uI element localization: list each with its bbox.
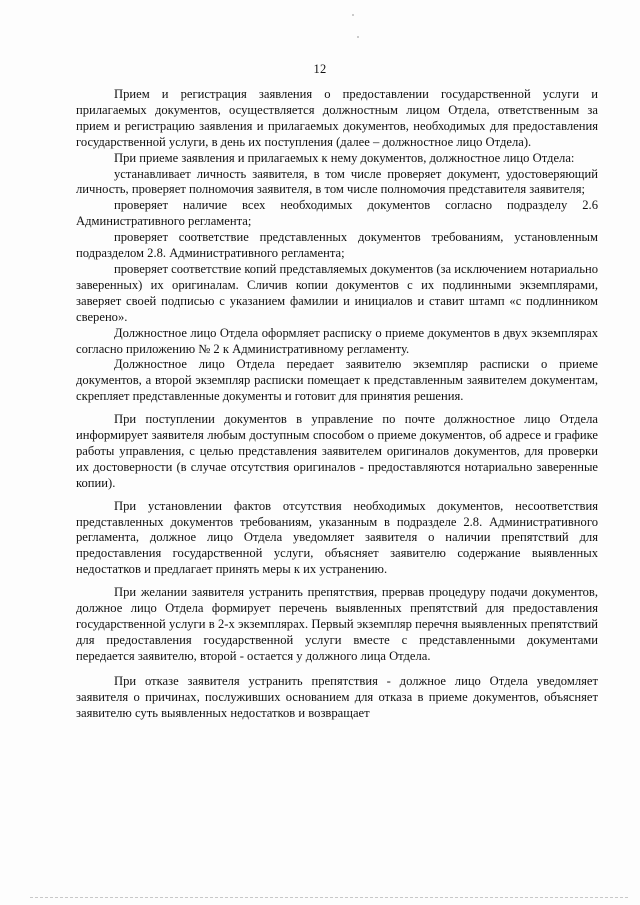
paragraph: проверяет соответствие копий представляемых документов (за исключением нотариально заверенных) их оригиналам. Сличив копии документов с их подлинными экземплярами, заверяет своей подписью с указанием фамилии и инициалов и ставит штамп «с подлинником сверено». bbox=[76, 261, 598, 324]
paragraph: При приеме заявления и прилагаемых к нему документов, должностное лицо Отдела: bbox=[114, 150, 575, 165]
scan-speck bbox=[352, 14, 354, 16]
paragraph: При желании заявителя устранить препятствия, прервав процедуру подачи документов, должное лицо Отдела формирует перечень выявленных препятствий для предоставления государственной услуги в 2-х экземплярах. Первый экземпляр перечня выявленных препятствий для предоставления государственной услуги вместе с представленными документами передается заявителю, второй - остается у должного лица Отдела. bbox=[76, 585, 598, 663]
scan-edge-line bbox=[30, 896, 628, 898]
document-body bbox=[76, 87, 598, 721]
scan-speck bbox=[357, 36, 359, 38]
paragraph: Должностное лицо Отдела передает заявителю экземпляр расписки о приеме документов, а второй экземпляр расписки помещает к представленным заявителем документам, скрепляет представленные документы и готовит для принятия решения. bbox=[76, 357, 598, 404]
paragraph: При установлении фактов отсутствия необходимых документов, несоответствия представленных документов требованиям, указанным в подразделе 2.8. Административного регламента, должное лицо Отдела уведомляет заявителя о наличии препятствий для предоставления государственной услуги, объясняет заявителю содержание выявленных недостатков и предлагает принять меры к их устранению. bbox=[76, 498, 598, 577]
paragraph: При отказе заявителя устранить препятствия - должное лицо Отдела уведомляет заявителя о причинах, послуживших основанием для отказа в приеме документов, объясняет заявителю суть выявленных недостатков и возвращает bbox=[76, 673, 598, 720]
paragraph: Прием и регистрация заявления о предоставлении государственной услуги и прилагаемых документов, осуществляется должностным лицом Отдела, ответственным за прием и регистрацию заявления и прилагаемых документов, необходимых для предоставления государственной услуги, в день их поступления (далее – должностное лицо Отдела). bbox=[76, 87, 598, 149]
paragraph: проверяет наличие всех необходимых документов согласно подразделу 2.6 Административного регламента; bbox=[76, 198, 598, 229]
page-number: 12 bbox=[313, 62, 327, 76]
paragraph: При поступлении документов в управление по почте должностное лицо Отдела информирует заявителя любым доступным способом о приеме документов, об адресе и графике работы управления, с целью представления заявителем оригиналов документов, для проверки их достоверности (в случае отсутствия оригиналов - предоставляются нотариально заверенные копии). bbox=[76, 412, 598, 490]
paragraph: Должностное лицо Отдела оформляет расписку о приеме документов в двух экземплярах согласно приложению № 2 к Административному регламенту. bbox=[76, 325, 598, 356]
paragraph: устанавливает личность заявителя, в том числе проверяет документ, удостоверяющий личность, проверяет полномочия заявителя, в том числе полномочия представителя заявителя; bbox=[76, 166, 598, 197]
paragraph: проверяет соответствие представленных документов требованиям, установленным подразделом 2.8. Административного регламента; bbox=[76, 230, 598, 261]
